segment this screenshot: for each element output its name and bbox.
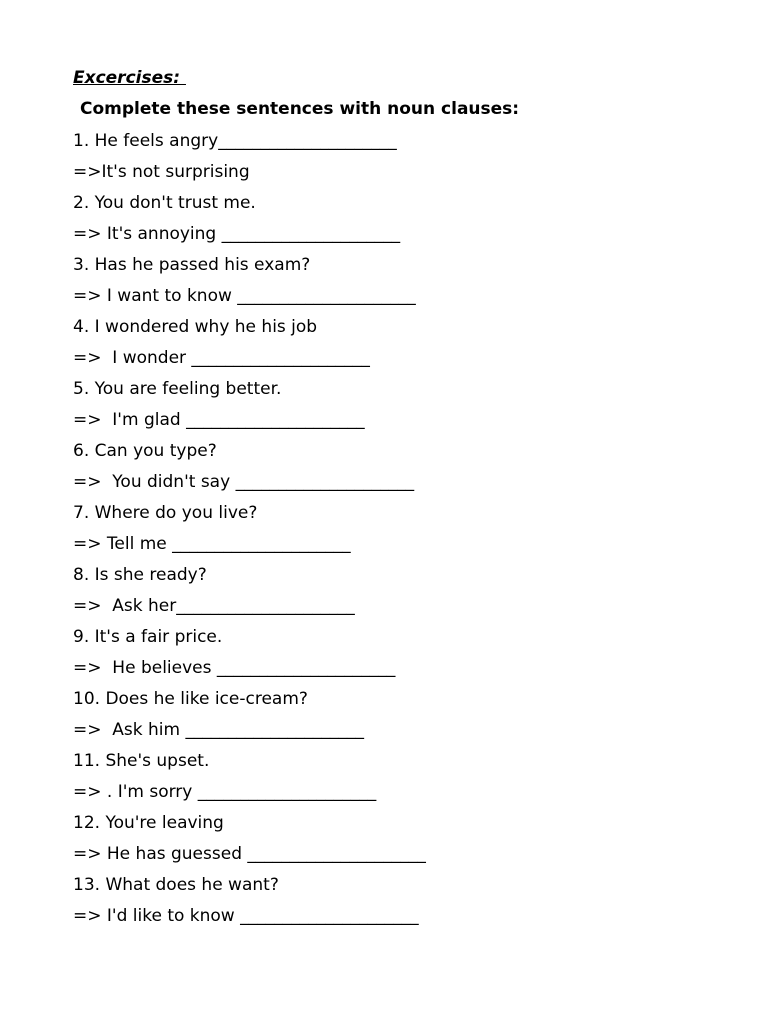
exercise-list [73,130,713,936]
exercise-5-answer: => I'm glad _____________________ [73,410,365,430]
exercise-2-answer: => It's annoying _____________________ [73,224,401,244]
exercise-1-prompt: 1. He feels angry_____________________ [73,131,397,151]
exercise-3-answer: => I want to know _____________________ [73,286,416,306]
exercise-11-answer: => . I'm sorry _____________________ [73,782,377,802]
exercise-13-prompt: 13. What does he want? [73,875,279,895]
exercise-12-answer: => He has guessed _____________________ [73,844,426,864]
exercise-10-answer: => Ask him _____________________ [73,720,364,740]
exercise-3-prompt: 3. Has he passed his exam? [73,255,311,275]
exercise-8-answer: => Ask her_____________________ [73,596,355,616]
exercise-9-prompt: 9. It's a fair price. [73,627,223,647]
exercise-13-answer: => I'd like to know _____________________ [73,906,419,926]
exercise-11-prompt: 11. She's upset. [73,751,210,771]
exercise-9-answer: => He believes _____________________ [73,658,396,678]
instruction-text: Complete these sentences with noun clauses: [80,99,520,119]
exercise-5-prompt: 5. You are feeling better. [73,379,282,399]
exercise-2-prompt: 2. You don't trust me. [73,193,256,213]
exercise-10-prompt: 10. Does he like ice-cream? [73,689,308,709]
exercise-4-prompt: 4. I wondered why he his job [73,317,318,337]
exercise-12-prompt: 12. You're leaving [73,813,224,833]
exercise-7-prompt: 7. Where do you live? [73,503,258,523]
exercise-4-answer: => I wonder _____________________ [73,348,370,368]
page-heading: Excercises: [73,68,186,88]
exercise-6-prompt: 6. Can you type? [73,441,217,461]
exercise-7-answer: => Tell me _____________________ [73,534,351,554]
exercise-8-prompt: 8. Is she ready? [73,565,207,585]
exercise-1-answer: =>It's not surprising [73,162,250,182]
exercise-6-answer: => You didn't say _____________________ [73,472,415,492]
